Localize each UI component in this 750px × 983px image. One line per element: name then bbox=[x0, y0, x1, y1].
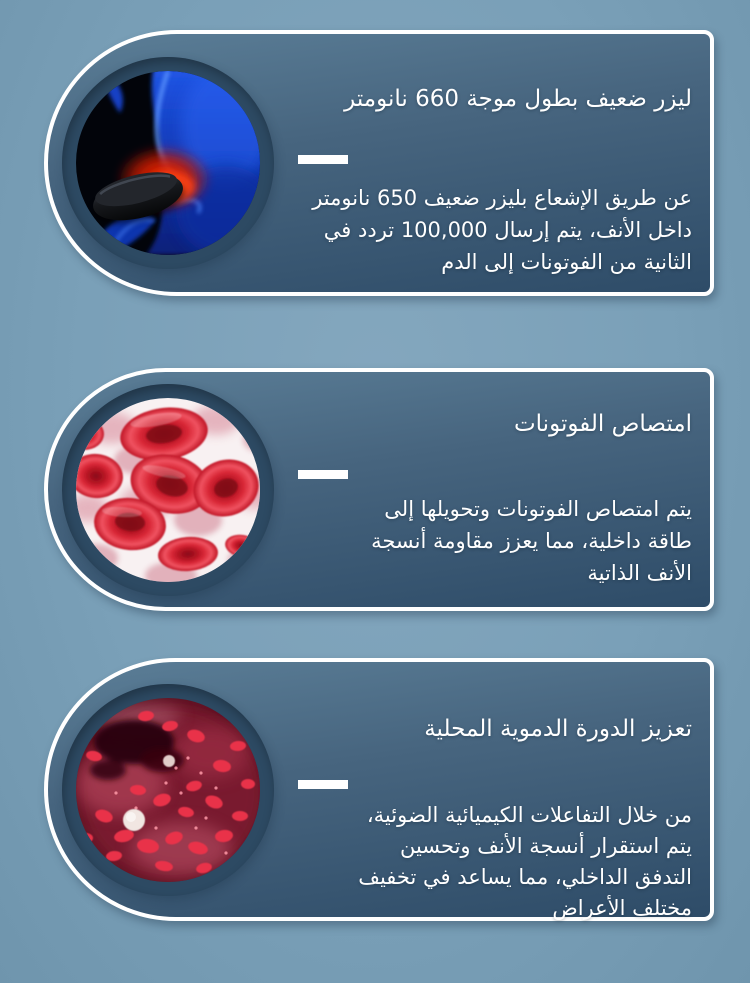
card-body-line: التدفق الداخلي، مما يساعد في تخفيف bbox=[358, 865, 692, 889]
red-blood-cells-photo bbox=[76, 398, 260, 582]
image-ring bbox=[62, 684, 274, 896]
blood-flow-photo bbox=[76, 698, 260, 882]
card-body-line: من خلال التفاعلات الكيميائية الضوئية، bbox=[366, 803, 692, 827]
card-title: امتصاص الفوتونات bbox=[514, 411, 692, 437]
title-divider bbox=[298, 470, 348, 479]
card-body-line: الأنف الذاتية bbox=[587, 561, 692, 585]
card-body-line: طاقة داخلية، مما يعزز مقاومة أنسجة bbox=[371, 529, 692, 553]
card-text-block bbox=[298, 372, 692, 589]
card-title: تعزيز الدورة الدموية المحلية bbox=[424, 716, 692, 742]
card-body-line: الثانية من الفوتونات إلى الدم bbox=[441, 250, 692, 274]
card-body bbox=[298, 800, 692, 924]
card-photon-absorption bbox=[44, 368, 714, 611]
red-blood-cells-illustration bbox=[76, 398, 260, 582]
nose-laser-photo bbox=[76, 71, 260, 255]
card-body bbox=[298, 493, 692, 589]
card-body-line: يتم امتصاص الفوتونات وتحويلها إلى bbox=[384, 497, 692, 521]
title-divider bbox=[298, 155, 348, 164]
card-blood-circulation bbox=[44, 658, 714, 921]
card-body-line: عن طريق الإشعاع بليزر ضعيف 650 نانومتر bbox=[312, 186, 692, 210]
card-text-block bbox=[298, 662, 692, 924]
card-laser-wavelength bbox=[44, 30, 714, 296]
card-title: ليزر ضعيف بطول موجة 660 نانومتر bbox=[344, 86, 692, 112]
card-body-line: مختلف الأعراض bbox=[552, 896, 692, 920]
card-body-line: يتم استقرار أنسجة الأنف وتحسين bbox=[399, 834, 692, 858]
image-ring bbox=[62, 384, 274, 596]
nose-laser-illustration bbox=[76, 71, 260, 255]
blood-flow-illustration bbox=[76, 698, 260, 882]
image-ring bbox=[62, 57, 274, 269]
card-body bbox=[298, 182, 692, 278]
title-divider bbox=[298, 780, 348, 789]
card-text-block bbox=[298, 34, 692, 278]
card-body-line: داخل الأنف، يتم إرسال 100,000 تردد في bbox=[323, 218, 692, 242]
